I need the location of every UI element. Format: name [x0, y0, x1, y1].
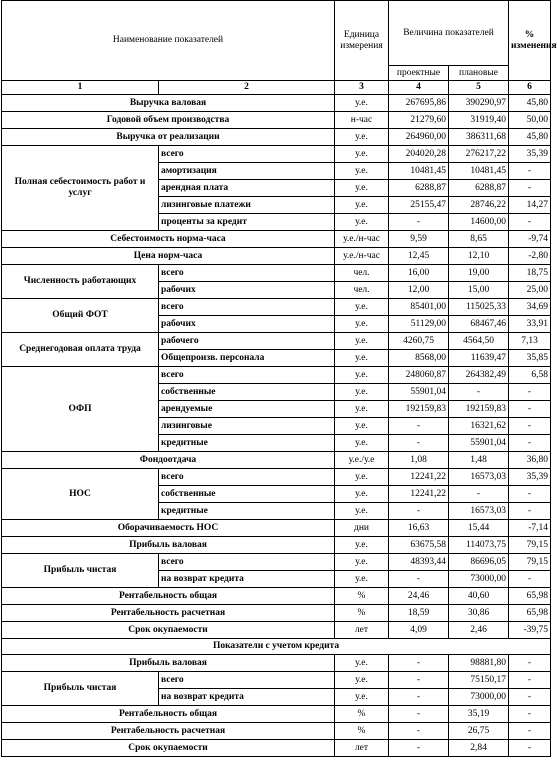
sub-label: арендная плата: [159, 180, 335, 197]
sub-label: всего: [159, 367, 335, 384]
row-change: 25,00: [509, 282, 551, 299]
row-change: -: [509, 706, 551, 723]
table-row: [2, 112, 551, 129]
row-unit: у.е.: [335, 180, 389, 197]
row-change: 14,27: [509, 197, 551, 214]
table-row: [2, 520, 551, 537]
row-change: 50,00: [509, 112, 551, 129]
row-unit: у.е.: [335, 469, 389, 486]
row-projected: -: [389, 672, 449, 689]
header-name: Наименование показателей: [2, 1, 335, 81]
col-number: 3: [335, 81, 389, 95]
row-label: Фондоотдача: [2, 452, 335, 469]
table-row: [2, 129, 551, 146]
sub-label: лизинговые платежи: [159, 197, 335, 214]
table-row: [2, 706, 551, 723]
sub-label: лизинговые: [159, 418, 335, 435]
row-planned: 4564,50: [449, 333, 509, 350]
row-unit: у.е.: [335, 95, 389, 112]
row-unit: дни: [335, 520, 389, 537]
row-planned: 115025,33: [449, 299, 509, 316]
row-planned: 16321,62: [449, 418, 509, 435]
row-label: Рентабельность общая: [2, 706, 335, 723]
table-row: [2, 146, 551, 163]
row-planned: 19,00: [449, 265, 509, 282]
row-planned: 40,60: [449, 588, 509, 605]
header-planned: плановые: [449, 66, 509, 81]
row-change: 45,80: [509, 95, 551, 112]
row-unit: у.е.: [335, 384, 389, 401]
row-label: Срок окупаемости: [2, 622, 335, 639]
row-change: 45,80: [509, 129, 551, 146]
row-projected: 6288,87: [389, 180, 449, 197]
row-projected: 10481,45: [389, 163, 449, 180]
row-label: Цена норм-часа: [2, 248, 335, 265]
row-planned: 98881,80: [449, 655, 509, 672]
sub-label: всего: [159, 265, 335, 282]
row-planned: 16573,03: [449, 503, 509, 520]
row-change: -39,75: [509, 622, 551, 639]
row-change: 65,98: [509, 605, 551, 622]
sub-label: проценты за кредит: [159, 214, 335, 231]
section-title: Показатели с учетом кредита: [2, 639, 551, 655]
row-unit: %: [335, 588, 389, 605]
group-label: НОС: [2, 469, 159, 520]
row-projected: 12241,22: [389, 469, 449, 486]
row-projected: 48393,44: [389, 554, 449, 571]
table-row: [2, 248, 551, 265]
col-number: 5: [449, 81, 509, 95]
row-unit: у.е.: [335, 672, 389, 689]
row-change: -: [509, 740, 551, 757]
row-unit: у.е.: [335, 537, 389, 554]
table-row: [2, 367, 551, 384]
sub-label: всего: [159, 299, 335, 316]
sub-label: арендуемые: [159, 401, 335, 418]
row-projected: 8568,00: [389, 350, 449, 367]
row-planned: 264382,49: [449, 367, 509, 384]
row-planned: 10481,45: [449, 163, 509, 180]
row-projected: 63675,58: [389, 537, 449, 554]
row-projected: 85401,00: [389, 299, 449, 316]
row-change: -: [509, 384, 551, 401]
row-projected: -: [389, 740, 449, 757]
row-change: -2,80: [509, 248, 551, 265]
row-change: -: [509, 672, 551, 689]
row-projected: 204020,28: [389, 146, 449, 163]
table-row: [2, 231, 551, 248]
table-row: [2, 469, 551, 486]
sub-label: собственные: [159, 486, 335, 503]
row-projected: -: [389, 571, 449, 588]
row-change: 65,98: [509, 588, 551, 605]
header-row: [2, 1, 551, 66]
row-change: 36,80: [509, 452, 551, 469]
col-number: 4: [389, 81, 449, 95]
row-projected: 18,59: [389, 605, 449, 622]
section-header-row: [2, 639, 551, 655]
table-row: [2, 672, 551, 689]
table-row: [2, 655, 551, 672]
row-projected: 12,00: [389, 282, 449, 299]
row-planned: -: [449, 486, 509, 503]
table-row: [2, 95, 551, 112]
row-label: Себестоимость норма-часа: [2, 231, 335, 248]
row-planned: 35,19: [449, 706, 509, 723]
table-row: [2, 723, 551, 740]
sub-label: рабочих: [159, 316, 335, 333]
row-unit: %: [335, 605, 389, 622]
row-unit: у.е.: [335, 146, 389, 163]
row-planned: 75150,17: [449, 672, 509, 689]
row-unit: у.е.: [335, 401, 389, 418]
group-label: ОФП: [2, 367, 159, 452]
row-planned: 8,65: [449, 231, 509, 248]
row-unit: чел.: [335, 265, 389, 282]
row-planned: 73000,00: [449, 571, 509, 588]
row-projected: -: [389, 435, 449, 452]
row-projected: 12,45: [389, 248, 449, 265]
row-unit: у.е.: [335, 689, 389, 706]
indicators-table: [1, 0, 557, 757]
row-projected: 25155,47: [389, 197, 449, 214]
row-change: 35,39: [509, 146, 551, 163]
row-change: -: [509, 163, 551, 180]
table-row: [2, 537, 551, 554]
row-projected: 16,00: [389, 265, 449, 282]
row-change: -: [509, 401, 551, 418]
row-change: 35,39: [509, 469, 551, 486]
row-planned: 30,86: [449, 605, 509, 622]
row-change: 33,91: [509, 316, 551, 333]
group-label: Полная себестоимость работ и услуг: [2, 146, 159, 231]
table-row: [2, 452, 551, 469]
row-change: -: [509, 689, 551, 706]
row-planned: 11639,47: [449, 350, 509, 367]
col-number: 2: [159, 81, 335, 95]
row-change: -: [509, 486, 551, 503]
row-unit: у.е.: [335, 435, 389, 452]
row-unit: лет: [335, 740, 389, 757]
row-label: Выручка от реализации: [2, 129, 335, 146]
row-projected: 16,63: [389, 520, 449, 537]
sub-label: Общепроизв. персонала: [159, 350, 335, 367]
row-projected: -: [389, 503, 449, 520]
row-planned: 16573,03: [449, 469, 509, 486]
row-projected: -: [389, 689, 449, 706]
table-row: [2, 740, 551, 757]
row-planned: 28746,22: [449, 197, 509, 214]
row-projected: 21279,60: [389, 112, 449, 129]
row-planned: 26,75: [449, 723, 509, 740]
row-unit: у.е.: [335, 214, 389, 231]
row-projected: -: [389, 418, 449, 435]
row-unit: у.е.: [335, 503, 389, 520]
row-change: 6,58: [509, 367, 551, 384]
row-change: -: [509, 655, 551, 672]
header-unit: Единица измерения: [335, 1, 389, 81]
row-projected: 248060,87: [389, 367, 449, 384]
row-change: -: [509, 571, 551, 588]
table-row: [2, 299, 551, 316]
column-numbers-row: [2, 81, 551, 95]
row-label: Выручка валовая: [2, 95, 335, 112]
row-planned: 68467,46: [449, 316, 509, 333]
row-projected: -: [389, 706, 449, 723]
row-change: 34,69: [509, 299, 551, 316]
row-label: Оборачиваемость НОС: [2, 520, 335, 537]
table-row: [2, 333, 551, 350]
row-planned: 114073,75: [449, 537, 509, 554]
row-unit: у.е.: [335, 486, 389, 503]
row-planned: 15,00: [449, 282, 509, 299]
row-label: Годовой объем производства: [2, 112, 335, 129]
row-unit: у.е.: [335, 129, 389, 146]
row-label: Рентабельность расчетная: [2, 605, 335, 622]
row-projected: 192159,83: [389, 401, 449, 418]
table-row: [2, 622, 551, 639]
row-planned: 2,46: [449, 622, 509, 639]
row-unit: у.е.: [335, 316, 389, 333]
row-planned: 386311,68: [449, 129, 509, 146]
row-unit: чел.: [335, 282, 389, 299]
header-value: Величина показателей: [389, 1, 509, 66]
sub-label: амортизация: [159, 163, 335, 180]
row-label: Рентабельность общая: [2, 588, 335, 605]
row-change: -: [509, 503, 551, 520]
row-projected: 4260,75: [389, 333, 449, 350]
row-unit: н-час: [335, 112, 389, 129]
row-planned: 1,48: [449, 452, 509, 469]
row-projected: 1,08: [389, 452, 449, 469]
row-unit: у.е.: [335, 367, 389, 384]
group-label: Прибыль чистая: [2, 554, 159, 588]
row-projected: 55901,04: [389, 384, 449, 401]
col-number: 6: [509, 81, 551, 95]
row-change: 7,13: [509, 333, 551, 350]
row-planned: 86696,05: [449, 554, 509, 571]
row-label: Срок окупаемости: [2, 740, 335, 757]
row-unit: у.е.: [335, 655, 389, 672]
row-change: 79,15: [509, 554, 551, 571]
row-change: 79,15: [509, 537, 551, 554]
row-change: -: [509, 214, 551, 231]
row-change: -: [509, 435, 551, 452]
row-planned: 73000,00: [449, 689, 509, 706]
table-row: [2, 265, 551, 282]
row-unit: у.е.: [335, 571, 389, 588]
group-label: Прибыль чистая: [2, 672, 159, 706]
row-planned: 276217,22: [449, 146, 509, 163]
sub-label: на возврат кредита: [159, 689, 335, 706]
row-planned: 192159,83: [449, 401, 509, 418]
row-unit: у.е.: [335, 333, 389, 350]
row-planned: 55901,04: [449, 435, 509, 452]
sub-label: кредитные: [159, 503, 335, 520]
sub-label: кредитные: [159, 435, 335, 452]
row-unit: %: [335, 706, 389, 723]
row-planned: 31919,40: [449, 112, 509, 129]
row-projected: 9,59: [389, 231, 449, 248]
row-unit: у.е.: [335, 350, 389, 367]
row-change: -: [509, 418, 551, 435]
row-unit: лет: [335, 622, 389, 639]
row-projected: 267695,86: [389, 95, 449, 112]
header-projected: проектные: [389, 66, 449, 81]
sub-label: всего: [159, 554, 335, 571]
table-row: [2, 588, 551, 605]
row-unit: у.е./н-час: [335, 248, 389, 265]
row-planned: 2,84: [449, 740, 509, 757]
row-change: -: [509, 180, 551, 197]
sub-label: всего: [159, 146, 335, 163]
row-unit: у.е.: [335, 554, 389, 571]
row-projected: -: [389, 655, 449, 672]
sub-label: на возврат кредита: [159, 571, 335, 588]
header-change: % изменения: [509, 1, 551, 81]
sub-label: рабочих: [159, 282, 335, 299]
table-row: [2, 605, 551, 622]
row-planned: 14600,00: [449, 214, 509, 231]
row-change: 18,75: [509, 265, 551, 282]
row-change: 35,85: [509, 350, 551, 367]
row-unit: у.е.: [335, 163, 389, 180]
group-label: Общий ФОТ: [2, 299, 159, 333]
row-unit: у.е./н-час: [335, 231, 389, 248]
row-projected: 4,09: [389, 622, 449, 639]
row-unit: %: [335, 723, 389, 740]
row-projected: -: [389, 214, 449, 231]
sub-label: всего: [159, 672, 335, 689]
row-projected: -: [389, 723, 449, 740]
row-unit: у.е./у.е: [335, 452, 389, 469]
row-planned: -: [449, 384, 509, 401]
row-planned: 15,44: [449, 520, 509, 537]
row-unit: у.е.: [335, 418, 389, 435]
row-planned: 12,10: [449, 248, 509, 265]
row-planned: 6288,87: [449, 180, 509, 197]
row-unit: у.е.: [335, 197, 389, 214]
row-label: Прибыль валовая: [2, 537, 335, 554]
row-projected: 24,46: [389, 588, 449, 605]
sub-label: всего: [159, 469, 335, 486]
row-change: -: [509, 723, 551, 740]
col-number: 1: [2, 81, 159, 95]
row-label: Прибыль валовая: [2, 655, 335, 672]
row-change: -7,14: [509, 520, 551, 537]
row-unit: у.е.: [335, 299, 389, 316]
row-projected: 12241,22: [389, 486, 449, 503]
row-planned: 390290,97: [449, 95, 509, 112]
sub-label: собственные: [159, 384, 335, 401]
sub-label: рабочего: [159, 333, 335, 350]
row-label: Рентабельность расчетная: [2, 723, 335, 740]
group-label: Численность работающих: [2, 265, 159, 299]
table-row: [2, 554, 551, 571]
row-projected: 264960,00: [389, 129, 449, 146]
row-change: -9,74: [509, 231, 551, 248]
group-label: Среднегодовая оплата труда: [2, 333, 159, 367]
row-projected: 51129,00: [389, 316, 449, 333]
